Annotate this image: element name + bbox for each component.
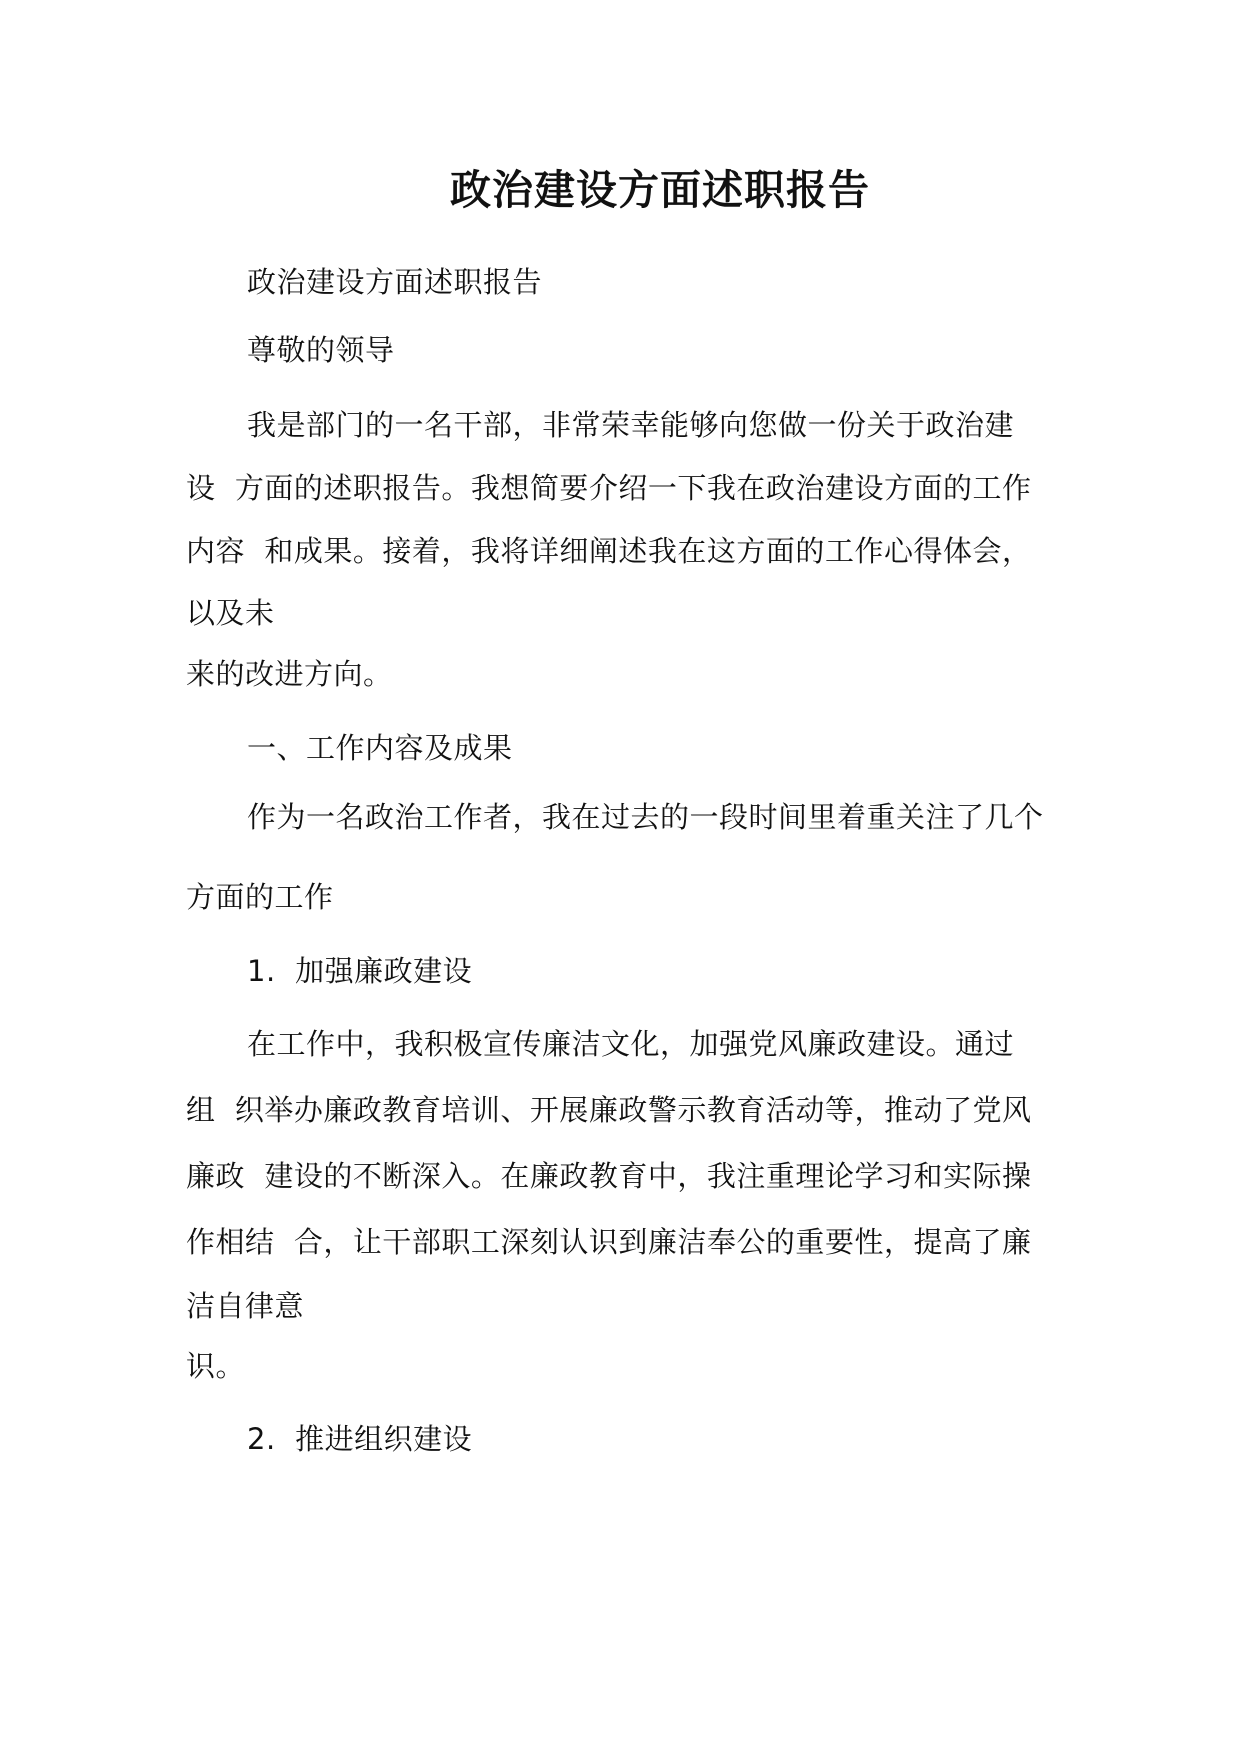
subsection-heading: 2. 推进组织建设 bbox=[247, 1422, 473, 1456]
subtitle-line: 政治建设方面述职报告 bbox=[247, 265, 543, 299]
paragraph-line: 来的改进方向。 bbox=[186, 657, 393, 691]
paragraph-line: 我是部门的一名干部，非常荣幸能够向您做一份关于政治建 bbox=[247, 408, 1015, 442]
paragraph-line: 在工作中，我积极宣传廉洁文化，加强党风廉政建设。通过 bbox=[247, 1027, 1015, 1061]
section-heading: 一、工作内容及成果 bbox=[247, 731, 513, 765]
paragraph-line: 作相结 合，让干部职工深刻认识到廉洁奉公的重要性，提高了廉 bbox=[186, 1225, 1032, 1259]
subsection-heading: 1. 加强廉政建设 bbox=[247, 954, 473, 988]
document-title: 政治建设方面述职报告 bbox=[450, 166, 870, 214]
paragraph-line: 组 织举办廉政教育培训、开展廉政警示教育活动等，推动了党风 bbox=[186, 1093, 1032, 1127]
paragraph-line: 设 方面的述职报告。我想简要介绍一下我在政治建设方面的工作 bbox=[186, 471, 1032, 505]
paragraph-line: 内容 和成果。接着，我将详细阐述我在这方面的工作心得体会， bbox=[186, 534, 1032, 568]
paragraph-line: 洁自律意 bbox=[186, 1289, 305, 1323]
paragraph-line: 方面的工作 bbox=[186, 880, 334, 914]
paragraph-line: 作为一名政治工作者，我在过去的一段时间里着重关注了几个 bbox=[247, 800, 1044, 834]
paragraph-line: 廉政 建设的不断深入。在廉政教育中，我注重理论学习和实际操 bbox=[186, 1159, 1032, 1193]
paragraph-line: 以及未 bbox=[186, 596, 275, 630]
salutation-line: 尊敬的领导 bbox=[247, 333, 395, 367]
paragraph-line: 识。 bbox=[186, 1349, 246, 1383]
